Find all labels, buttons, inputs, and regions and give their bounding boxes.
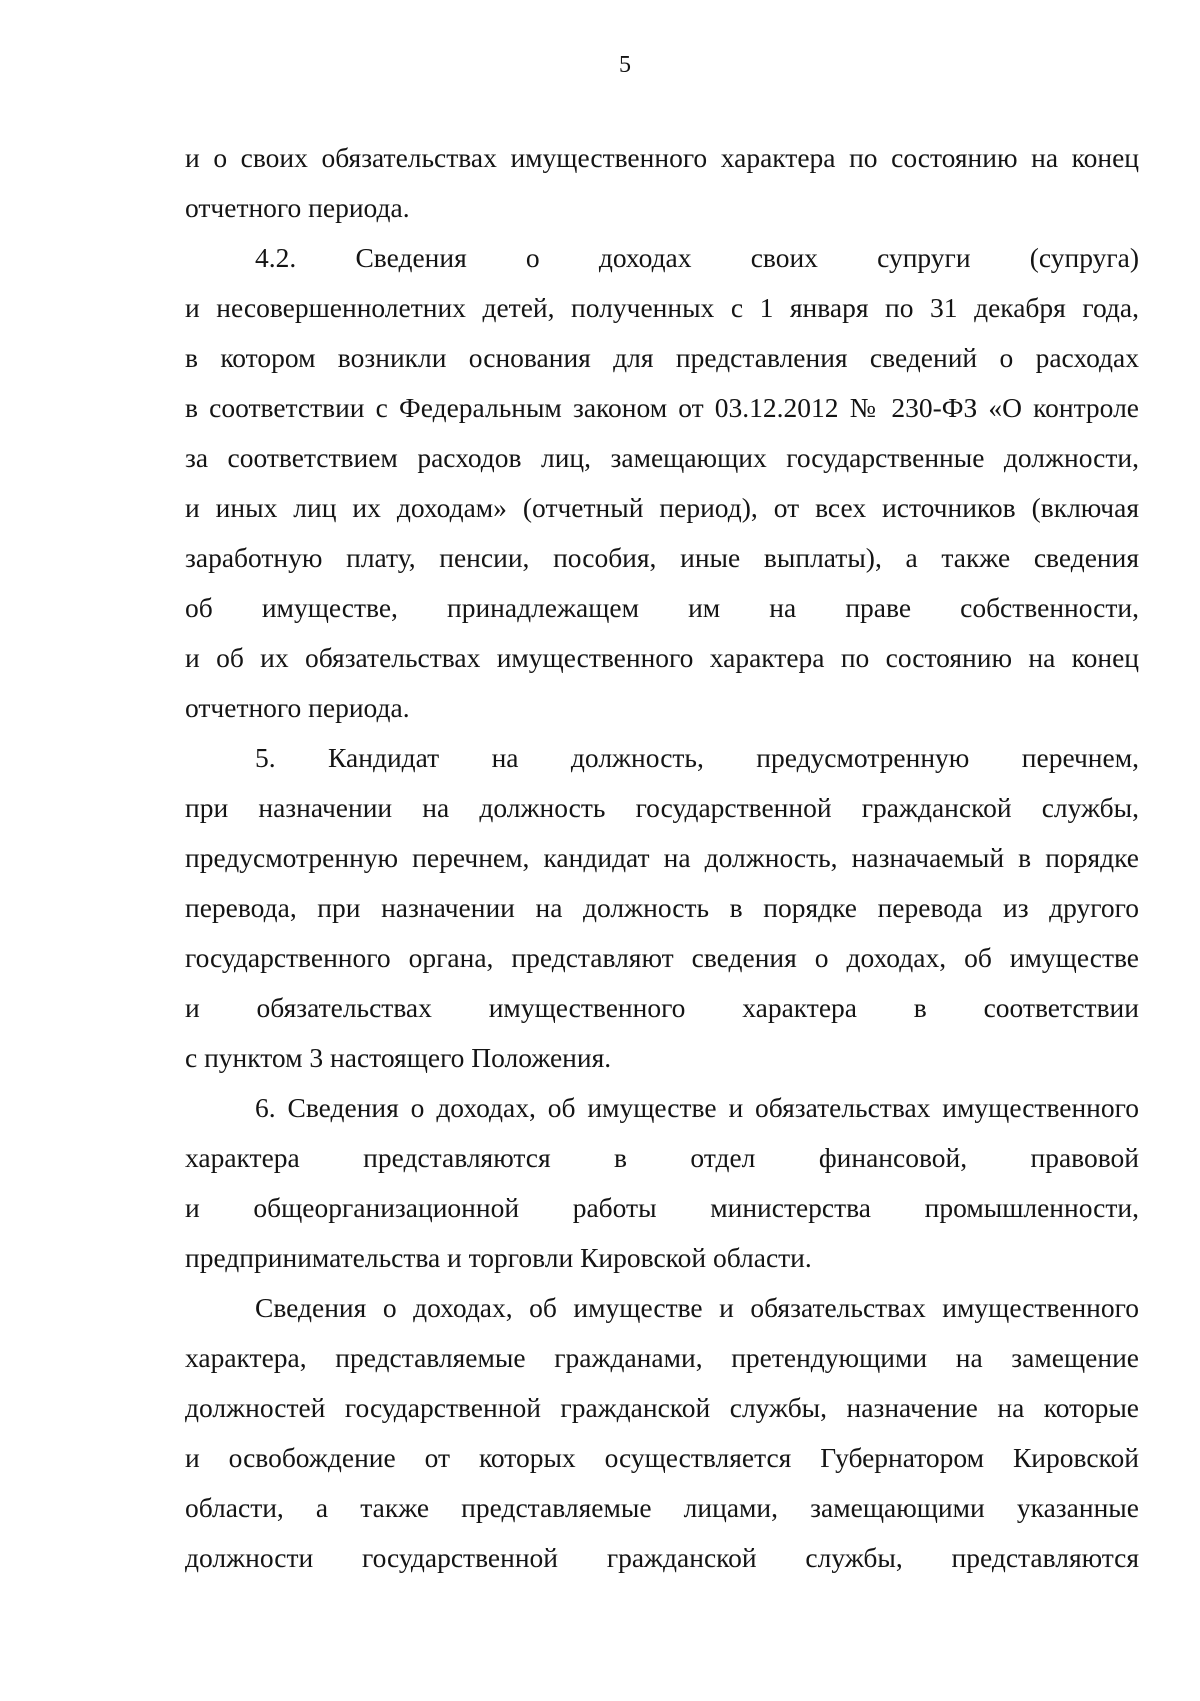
text-line: и обязательствах имущественного характера в соответствии: [185, 992, 1139, 1023]
text-line: предпринимательства и торговли Кировской области.: [185, 1242, 812, 1273]
text-line: с пунктом 3 настоящего Положения.: [185, 1042, 612, 1073]
text-line: в котором возникли основания для представления сведений о расходах: [185, 342, 1139, 373]
text-line: отчетного периода.: [185, 692, 410, 723]
text-line: и общеорганизационной работы министерства промышленности,: [185, 1192, 1139, 1223]
text-line: государственного органа, представляют сведения о доходах, об имуществе: [185, 942, 1139, 973]
text-line: и освобождение от которых осуществляется Губернатором Кировской: [185, 1442, 1139, 1473]
text-line: и иных лиц их доходам» (отчетный период), от всех источников (включая: [185, 492, 1139, 523]
paragraph-6-start: 6. Сведения о доходах, об имуществе и обязательствах имущественного: [255, 1092, 1139, 1123]
text-line: в соответствии с Федеральным законом от 03.12.2012 № 230-ФЗ «О контроле: [185, 392, 1139, 423]
paragraph-6b-start: Сведения о доходах, об имуществе и обязательствах имущественного: [255, 1292, 1139, 1323]
text-line: характера, представляемые гражданами, претендующими на замещение: [185, 1342, 1139, 1373]
text-line: и о своих обязательствах имущественного характера по состоянию на конец: [185, 142, 1139, 173]
text-line: за соответствием расходов лиц, замещающих государственные должности,: [185, 442, 1139, 473]
text-line: предусмотренную перечнем, кандидат на должность, назначаемый в порядке: [185, 842, 1139, 873]
paragraph-5-start: 5. Кандидат на должность, предусмотренную перечнем,: [255, 742, 1139, 773]
text-line: характера представляются в отдел финансовой, правовой: [185, 1142, 1139, 1173]
page-number: 5: [619, 52, 631, 78]
text-line: и несовершеннолетних детей, полученных с 1 января по 31 декабря года,: [185, 292, 1139, 323]
text-line: заработную плату, пенсии, пособия, иные выплаты), а также сведения: [185, 542, 1139, 573]
text-line: области, а также представляемые лицами, замещающими указанные: [185, 1492, 1139, 1523]
text-line: перевода, при назначении на должность в порядке перевода из другого: [185, 892, 1139, 923]
text-line: должности государственной гражданской службы, представляются: [185, 1542, 1139, 1573]
text-line: отчетного периода.: [185, 192, 410, 223]
text-line: должностей государственной гражданской службы, назначение на которые: [185, 1392, 1139, 1423]
paragraph-4-2-start: 4.2. Сведения о доходах своих супруги (супруга): [255, 242, 1139, 273]
text-line: при назначении на должность государственной гражданской службы,: [185, 792, 1139, 823]
text-line: об имуществе, принадлежащем им на праве собственности,: [185, 592, 1139, 623]
text-line: и об их обязательствах имущественного характера по состоянию на конец: [185, 642, 1139, 673]
